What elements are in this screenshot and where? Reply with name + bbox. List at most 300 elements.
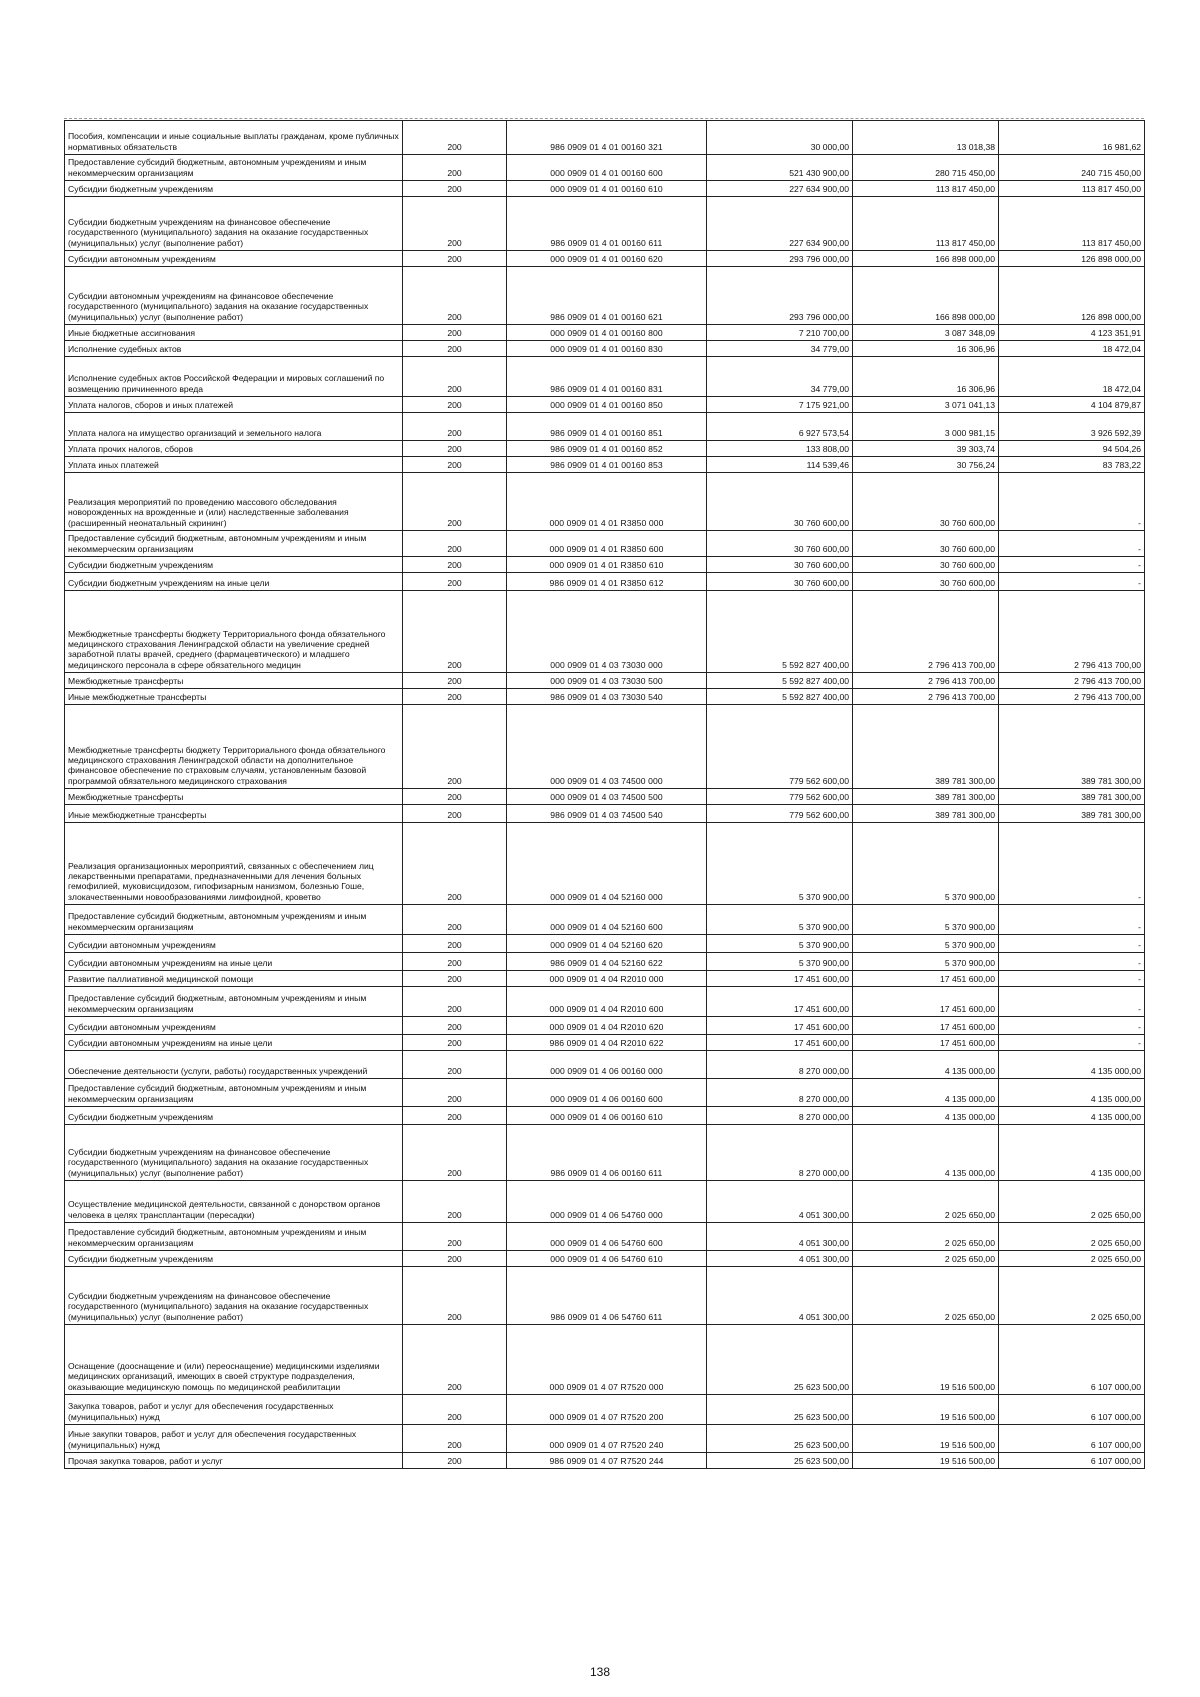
row-unexecuted-amount-cell: -	[999, 573, 1145, 591]
row-name-cell: Уплата налогов, сборов и иных платежей	[65, 397, 403, 413]
row-executed-amount-cell: 2 796 413 700,00	[853, 673, 999, 689]
row-classification-code-cell: 000 0909 01 4 03 74500 000	[507, 705, 707, 789]
row-unexecuted-amount-cell: -	[999, 473, 1145, 531]
row-classification-code-cell: 000 0909 01 4 01 R3850 610	[507, 557, 707, 573]
budget-table-container	[64, 120, 1144, 1469]
row-executed-amount-cell: 166 898 000,00	[853, 267, 999, 325]
row-classification-code-cell: 000 0909 01 4 03 74500 500	[507, 789, 707, 805]
row-unexecuted-amount-cell: 94 504,26	[999, 441, 1145, 457]
row-line-code-cell: 200	[403, 1079, 507, 1107]
row-unexecuted-amount-cell: 126 898 000,00	[999, 251, 1145, 267]
row-name-cell: Субсидии бюджетным учреждениям	[65, 1251, 403, 1267]
row-classification-code-cell: 000 0909 01 4 03 73030 500	[507, 673, 707, 689]
row-line-code-cell: 200	[403, 1251, 507, 1267]
row-name-cell: Предоставление субсидий бюджетным, автономным учреждениям и иным некоммерческим организациям	[65, 155, 403, 181]
row-line-code-cell: 200	[403, 1453, 507, 1469]
row-unexecuted-amount-cell: 6 107 000,00	[999, 1425, 1145, 1453]
row-line-code-cell: 200	[403, 673, 507, 689]
table-row	[65, 557, 1145, 573]
row-executed-amount-cell: 389 781 300,00	[853, 805, 999, 823]
row-unexecuted-amount-cell: 126 898 000,00	[999, 267, 1145, 325]
row-approved-amount-cell: 17 451 600,00	[707, 1035, 853, 1051]
row-line-code-cell: 200	[403, 1395, 507, 1425]
budget-expenditure-table	[64, 120, 1145, 1469]
row-executed-amount-cell: 13 018,38	[853, 121, 999, 155]
table-row	[65, 357, 1145, 397]
row-unexecuted-amount-cell: -	[999, 1017, 1145, 1035]
table-row	[65, 935, 1145, 953]
row-unexecuted-amount-cell: -	[999, 987, 1145, 1017]
row-approved-amount-cell: 25 623 500,00	[707, 1453, 853, 1469]
row-classification-code-cell: 000 0909 01 4 06 00160 000	[507, 1051, 707, 1079]
table-row	[65, 1453, 1145, 1469]
row-line-code-cell: 200	[403, 251, 507, 267]
row-classification-code-cell: 986 0909 01 4 01 00160 611	[507, 197, 707, 251]
row-unexecuted-amount-cell: -	[999, 1035, 1145, 1051]
table-row	[65, 341, 1145, 357]
row-name-cell: Межбюджетные трансферты	[65, 673, 403, 689]
page-number: 138	[589, 1665, 611, 1679]
row-name-cell: Исполнение судебных актов Российской Федерации и мировых соглашений по возмещению причиненного вреда	[65, 357, 403, 397]
row-name-cell: Осуществление медицинской деятельности, связанной с донорством органов человека в целях трансплантации (пересадки)	[65, 1181, 403, 1223]
row-line-code-cell: 200	[403, 905, 507, 935]
row-classification-code-cell: 000 0909 01 4 04 52160 000	[507, 823, 707, 905]
row-line-code-cell: 200	[403, 473, 507, 531]
row-approved-amount-cell: 34 779,00	[707, 341, 853, 357]
row-approved-amount-cell: 7 175 921,00	[707, 397, 853, 413]
row-line-code-cell: 200	[403, 441, 507, 457]
row-approved-amount-cell: 30 760 600,00	[707, 473, 853, 531]
row-classification-code-cell: 986 0909 01 4 06 54760 611	[507, 1267, 707, 1325]
row-unexecuted-amount-cell: 2 796 413 700,00	[999, 673, 1145, 689]
row-approved-amount-cell: 25 623 500,00	[707, 1425, 853, 1453]
row-approved-amount-cell: 779 562 600,00	[707, 705, 853, 789]
row-executed-amount-cell: 30 756,24	[853, 457, 999, 473]
table-row	[65, 325, 1145, 341]
row-unexecuted-amount-cell: 2 025 650,00	[999, 1181, 1145, 1223]
row-approved-amount-cell: 17 451 600,00	[707, 1017, 853, 1035]
row-line-code-cell: 200	[403, 197, 507, 251]
row-executed-amount-cell: 113 817 450,00	[853, 181, 999, 197]
row-approved-amount-cell: 293 796 000,00	[707, 267, 853, 325]
table-row	[65, 197, 1145, 251]
row-unexecuted-amount-cell: 16 981,62	[999, 121, 1145, 155]
row-approved-amount-cell: 6 927 573,54	[707, 413, 853, 441]
row-executed-amount-cell: 3 000 981,15	[853, 413, 999, 441]
row-approved-amount-cell: 4 051 300,00	[707, 1251, 853, 1267]
row-line-code-cell: 200	[403, 789, 507, 805]
table-row	[65, 441, 1145, 457]
row-classification-code-cell: 000 0909 01 4 01 R3850 600	[507, 531, 707, 557]
row-unexecuted-amount-cell: 4 135 000,00	[999, 1125, 1145, 1181]
table-row	[65, 1125, 1145, 1181]
row-approved-amount-cell: 30 000,00	[707, 121, 853, 155]
row-classification-code-cell: 000 0909 01 4 01 00160 610	[507, 181, 707, 197]
row-classification-code-cell: 000 0909 01 4 01 00160 850	[507, 397, 707, 413]
row-classification-code-cell: 000 0909 01 4 06 54760 000	[507, 1181, 707, 1223]
row-approved-amount-cell: 779 562 600,00	[707, 805, 853, 823]
row-unexecuted-amount-cell: 2 025 650,00	[999, 1267, 1145, 1325]
row-executed-amount-cell: 166 898 000,00	[853, 251, 999, 267]
row-line-code-cell: 200	[403, 341, 507, 357]
row-approved-amount-cell: 5 370 900,00	[707, 953, 853, 971]
row-approved-amount-cell: 4 051 300,00	[707, 1267, 853, 1325]
row-name-cell: Закупка товаров, работ и услуг для обеспечения государственных (муниципальных) нужд	[65, 1395, 403, 1425]
row-name-cell: Субсидии бюджетным учреждениям на финансовое обеспечение государственного (муниципального) задания на оказание государственных (муниципальных) услуг (выполнение работ)	[65, 197, 403, 251]
table-row	[65, 1017, 1145, 1035]
row-name-cell: Обеспечение деятельности (услуги, работы) государственных учреждений	[65, 1051, 403, 1079]
row-line-code-cell: 200	[403, 121, 507, 155]
table-row	[65, 987, 1145, 1017]
row-line-code-cell: 200	[403, 591, 507, 673]
row-classification-code-cell: 986 0909 01 4 07 R7520 244	[507, 1453, 707, 1469]
table-row	[65, 673, 1145, 689]
table-row	[65, 155, 1145, 181]
row-classification-code-cell: 000 0909 01 4 06 54760 610	[507, 1251, 707, 1267]
row-unexecuted-amount-cell: 83 783,22	[999, 457, 1145, 473]
row-unexecuted-amount-cell: 18 472,04	[999, 357, 1145, 397]
row-executed-amount-cell: 30 760 600,00	[853, 557, 999, 573]
row-executed-amount-cell: 2 796 413 700,00	[853, 591, 999, 673]
row-classification-code-cell: 000 0909 01 4 01 R3850 000	[507, 473, 707, 531]
row-line-code-cell: 200	[403, 935, 507, 953]
row-executed-amount-cell: 2 025 650,00	[853, 1251, 999, 1267]
row-executed-amount-cell: 16 306,96	[853, 341, 999, 357]
row-name-cell: Субсидии бюджетным учреждениям	[65, 557, 403, 573]
row-classification-code-cell: 986 0909 01 4 01 R3850 612	[507, 573, 707, 591]
row-executed-amount-cell: 2 025 650,00	[853, 1223, 999, 1251]
row-executed-amount-cell: 4 135 000,00	[853, 1107, 999, 1125]
row-line-code-cell: 200	[403, 1017, 507, 1035]
row-unexecuted-amount-cell: 113 817 450,00	[999, 181, 1145, 197]
row-approved-amount-cell: 25 623 500,00	[707, 1325, 853, 1395]
row-classification-code-cell: 000 0909 01 4 04 52160 600	[507, 905, 707, 935]
row-executed-amount-cell: 17 451 600,00	[853, 1017, 999, 1035]
row-unexecuted-amount-cell: 3 926 592,39	[999, 413, 1145, 441]
row-classification-code-cell: 986 0909 01 4 03 73030 540	[507, 689, 707, 705]
row-executed-amount-cell: 113 817 450,00	[853, 197, 999, 251]
row-unexecuted-amount-cell: 6 107 000,00	[999, 1395, 1145, 1425]
row-approved-amount-cell: 779 562 600,00	[707, 789, 853, 805]
row-classification-code-cell: 000 0909 01 4 07 R7520 240	[507, 1425, 707, 1453]
row-unexecuted-amount-cell: -	[999, 935, 1145, 953]
table-row	[65, 1035, 1145, 1051]
row-name-cell: Предоставление субсидий бюджетным, автономным учреждениям и иным некоммерческим организациям	[65, 1223, 403, 1251]
table-row	[65, 1181, 1145, 1223]
row-name-cell: Реализация организационных мероприятий, связанных с обеспечением лиц лекарственными препаратами, предназначенными для лечения больных гемофилией, муковисцидозом, гипофизарным нанизмом, болезнью Гоше, злокачественными новообразованиями лимфоидной, кроветво	[65, 823, 403, 905]
row-executed-amount-cell: 5 370 900,00	[853, 823, 999, 905]
row-approved-amount-cell: 30 760 600,00	[707, 557, 853, 573]
row-classification-code-cell: 986 0909 01 4 06 00160 611	[507, 1125, 707, 1181]
row-executed-amount-cell: 19 516 500,00	[853, 1453, 999, 1469]
table-row	[65, 1079, 1145, 1107]
row-name-cell: Предоставление субсидий бюджетным, автономным учреждениям и иным некоммерческим организациям	[65, 531, 403, 557]
row-executed-amount-cell: 30 760 600,00	[853, 531, 999, 557]
row-line-code-cell: 200	[403, 325, 507, 341]
row-executed-amount-cell: 19 516 500,00	[853, 1325, 999, 1395]
row-executed-amount-cell: 30 760 600,00	[853, 573, 999, 591]
row-classification-code-cell: 000 0909 01 4 06 54760 600	[507, 1223, 707, 1251]
row-name-cell: Субсидии автономным учреждениям	[65, 251, 403, 267]
row-executed-amount-cell: 5 370 900,00	[853, 905, 999, 935]
row-line-code-cell: 200	[403, 357, 507, 397]
row-line-code-cell: 200	[403, 1035, 507, 1051]
row-line-code-cell: 200	[403, 1267, 507, 1325]
row-executed-amount-cell: 19 516 500,00	[853, 1395, 999, 1425]
row-unexecuted-amount-cell: 2 025 650,00	[999, 1251, 1145, 1267]
table-row	[65, 905, 1145, 935]
row-classification-code-cell: 000 0909 01 4 07 R7520 000	[507, 1325, 707, 1395]
row-line-code-cell: 200	[403, 1223, 507, 1251]
row-executed-amount-cell: 5 370 900,00	[853, 935, 999, 953]
row-classification-code-cell: 000 0909 01 4 04 R2010 620	[507, 1017, 707, 1035]
row-line-code-cell: 200	[403, 971, 507, 987]
row-name-cell: Субсидии бюджетным учреждениям на финансовое обеспечение государственного (муниципального) задания на оказание государственных (муниципальных) услуг (выполнение работ)	[65, 1267, 403, 1325]
row-classification-code-cell: 000 0909 01 4 03 73030 000	[507, 591, 707, 673]
row-executed-amount-cell: 2 025 650,00	[853, 1181, 999, 1223]
row-approved-amount-cell: 7 210 700,00	[707, 325, 853, 341]
row-unexecuted-amount-cell: 389 781 300,00	[999, 789, 1145, 805]
row-line-code-cell: 200	[403, 573, 507, 591]
row-classification-code-cell: 000 0909 01 4 04 R2010 000	[507, 971, 707, 987]
row-executed-amount-cell: 389 781 300,00	[853, 789, 999, 805]
table-row	[65, 823, 1145, 905]
row-executed-amount-cell: 4 135 000,00	[853, 1125, 999, 1181]
row-unexecuted-amount-cell: 4 123 351,91	[999, 325, 1145, 341]
row-approved-amount-cell: 5 370 900,00	[707, 905, 853, 935]
row-approved-amount-cell: 5 592 827 400,00	[707, 673, 853, 689]
row-name-cell: Исполнение судебных актов	[65, 341, 403, 357]
row-unexecuted-amount-cell: 4 104 879,87	[999, 397, 1145, 413]
row-approved-amount-cell: 30 760 600,00	[707, 573, 853, 591]
row-unexecuted-amount-cell: 6 107 000,00	[999, 1453, 1145, 1469]
table-row	[65, 1251, 1145, 1267]
row-line-code-cell: 200	[403, 397, 507, 413]
row-classification-code-cell: 986 0909 01 4 01 00160 321	[507, 121, 707, 155]
row-executed-amount-cell: 2 796 413 700,00	[853, 689, 999, 705]
row-line-code-cell: 200	[403, 1325, 507, 1395]
row-unexecuted-amount-cell: -	[999, 905, 1145, 935]
row-executed-amount-cell: 30 760 600,00	[853, 473, 999, 531]
row-name-cell: Субсидии автономным учреждениям	[65, 935, 403, 953]
row-executed-amount-cell: 5 370 900,00	[853, 953, 999, 971]
row-approved-amount-cell: 4 051 300,00	[707, 1223, 853, 1251]
row-name-cell: Субсидии автономным учреждениям на финансовое обеспечение государственного (муниципального) задания на оказание государственных (муниципальных) услуг (выполнение работ)	[65, 267, 403, 325]
table-row	[65, 1051, 1145, 1079]
table-row	[65, 457, 1145, 473]
row-approved-amount-cell: 227 634 900,00	[707, 197, 853, 251]
row-line-code-cell: 200	[403, 155, 507, 181]
table-row	[65, 1107, 1145, 1125]
row-classification-code-cell: 000 0909 01 4 01 00160 830	[507, 341, 707, 357]
table-row	[65, 251, 1145, 267]
row-name-cell: Субсидии бюджетным учреждениям на иные цели	[65, 573, 403, 591]
row-line-code-cell: 200	[403, 805, 507, 823]
row-approved-amount-cell: 30 760 600,00	[707, 531, 853, 557]
row-executed-amount-cell: 3 071 041,13	[853, 397, 999, 413]
row-executed-amount-cell: 19 516 500,00	[853, 1425, 999, 1453]
row-name-cell: Иные закупки товаров, работ и услуг для обеспечения государственных (муниципальных) нужд	[65, 1425, 403, 1453]
table-row	[65, 953, 1145, 971]
table-row	[65, 121, 1145, 155]
row-line-code-cell: 200	[403, 557, 507, 573]
row-line-code-cell: 200	[403, 267, 507, 325]
row-classification-code-cell: 986 0909 01 4 03 74500 540	[507, 805, 707, 823]
row-executed-amount-cell: 39 303,74	[853, 441, 999, 457]
row-unexecuted-amount-cell: 389 781 300,00	[999, 705, 1145, 789]
row-approved-amount-cell: 5 370 900,00	[707, 823, 853, 905]
row-classification-code-cell: 986 0909 01 4 04 52160 622	[507, 953, 707, 971]
table-row	[65, 591, 1145, 673]
row-classification-code-cell: 986 0909 01 4 01 00160 831	[507, 357, 707, 397]
table-row	[65, 473, 1145, 531]
row-approved-amount-cell: 25 623 500,00	[707, 1395, 853, 1425]
row-executed-amount-cell: 389 781 300,00	[853, 705, 999, 789]
row-unexecuted-amount-cell: 2 025 650,00	[999, 1223, 1145, 1251]
row-name-cell: Иные бюджетные ассигнования	[65, 325, 403, 341]
row-approved-amount-cell: 17 451 600,00	[707, 987, 853, 1017]
row-approved-amount-cell: 227 634 900,00	[707, 181, 853, 197]
row-unexecuted-amount-cell: 18 472,04	[999, 341, 1145, 357]
row-unexecuted-amount-cell: 240 715 450,00	[999, 155, 1145, 181]
row-name-cell: Реализация мероприятий по проведению массового обследования новорожденных на врожденные и (или) наследственные заболевания (расширенный неонатальный скрининг)	[65, 473, 403, 531]
row-line-code-cell: 200	[403, 1051, 507, 1079]
row-name-cell: Развитие паллиативной медицинской помощи	[65, 971, 403, 987]
row-line-code-cell: 200	[403, 1181, 507, 1223]
table-row	[65, 805, 1145, 823]
row-classification-code-cell: 000 0909 01 4 04 52160 620	[507, 935, 707, 953]
table-body	[65, 121, 1145, 1469]
row-line-code-cell: 200	[403, 823, 507, 905]
row-approved-amount-cell: 293 796 000,00	[707, 251, 853, 267]
row-executed-amount-cell: 2 025 650,00	[853, 1267, 999, 1325]
row-line-code-cell: 200	[403, 1107, 507, 1125]
row-classification-code-cell: 000 0909 01 4 06 00160 610	[507, 1107, 707, 1125]
row-name-cell: Межбюджетные трансферты бюджету Территориального фонда обязательного медицинского страхования Ленинградской области на дополнительное финансовое обеспечение по страховым случаям, установленным базовой программой обязательного медицинского страхования	[65, 705, 403, 789]
row-name-cell: Предоставление субсидий бюджетным, автономным учреждениям и иным некоммерческим организациям	[65, 987, 403, 1017]
row-approved-amount-cell: 4 051 300,00	[707, 1181, 853, 1223]
row-executed-amount-cell: 16 306,96	[853, 357, 999, 397]
table-row	[65, 705, 1145, 789]
row-line-code-cell: 200	[403, 181, 507, 197]
row-unexecuted-amount-cell: -	[999, 971, 1145, 987]
row-unexecuted-amount-cell: -	[999, 531, 1145, 557]
row-unexecuted-amount-cell: -	[999, 823, 1145, 905]
row-executed-amount-cell: 280 715 450,00	[853, 155, 999, 181]
table-row	[65, 971, 1145, 987]
row-name-cell: Субсидии бюджетным учреждениям на финансовое обеспечение государственного (муниципального) задания на оказание государственных (муниципальных) услуг (выполнение работ)	[65, 1125, 403, 1181]
row-classification-code-cell: 000 0909 01 4 04 R2010 600	[507, 987, 707, 1017]
row-name-cell: Прочая закупка товаров, работ и услуг	[65, 1453, 403, 1469]
row-classification-code-cell: 000 0909 01 4 01 00160 800	[507, 325, 707, 341]
row-name-cell: Иные межбюджетные трансферты	[65, 689, 403, 705]
row-classification-code-cell: 986 0909 01 4 01 00160 853	[507, 457, 707, 473]
row-unexecuted-amount-cell: 389 781 300,00	[999, 805, 1145, 823]
row-executed-amount-cell: 3 087 348,09	[853, 325, 999, 341]
row-name-cell: Пособия, компенсации и иные социальные выплаты гражданам, кроме публичных нормативных обязательств	[65, 121, 403, 155]
row-name-cell: Предоставление субсидий бюджетным, автономным учреждениям и иным некоммерческим организациям	[65, 905, 403, 935]
row-approved-amount-cell: 5 370 900,00	[707, 935, 853, 953]
row-unexecuted-amount-cell: 6 107 000,00	[999, 1325, 1145, 1395]
row-approved-amount-cell: 8 270 000,00	[707, 1107, 853, 1125]
table-row	[65, 413, 1145, 441]
row-executed-amount-cell: 4 135 000,00	[853, 1079, 999, 1107]
row-classification-code-cell: 986 0909 01 4 01 00160 852	[507, 441, 707, 457]
row-unexecuted-amount-cell: 113 817 450,00	[999, 197, 1145, 251]
row-line-code-cell: 200	[403, 413, 507, 441]
row-line-code-cell: 200	[403, 1425, 507, 1453]
row-unexecuted-amount-cell: 4 135 000,00	[999, 1079, 1145, 1107]
row-line-code-cell: 200	[403, 531, 507, 557]
row-line-code-cell: 200	[403, 705, 507, 789]
row-name-cell: Иные межбюджетные трансферты	[65, 805, 403, 823]
table-row	[65, 689, 1145, 705]
table-row	[65, 573, 1145, 591]
row-classification-code-cell: 000 0909 01 4 01 00160 620	[507, 251, 707, 267]
row-line-code-cell: 200	[403, 987, 507, 1017]
row-name-cell: Субсидии автономным учреждениям	[65, 1017, 403, 1035]
row-classification-code-cell: 986 0909 01 4 04 R2010 622	[507, 1035, 707, 1051]
row-approved-amount-cell: 34 779,00	[707, 357, 853, 397]
row-approved-amount-cell: 17 451 600,00	[707, 971, 853, 987]
row-name-cell: Уплата налога на имущество организаций и земельного налога	[65, 413, 403, 441]
row-approved-amount-cell: 8 270 000,00	[707, 1051, 853, 1079]
row-line-code-cell: 200	[403, 953, 507, 971]
row-classification-code-cell: 000 0909 01 4 07 R7520 200	[507, 1395, 707, 1425]
row-name-cell: Предоставление субсидий бюджетным, автономным учреждениям и иным некоммерческим организациям	[65, 1079, 403, 1107]
row-unexecuted-amount-cell: 4 135 000,00	[999, 1107, 1145, 1125]
row-name-cell: Субсидии бюджетным учреждениям	[65, 1107, 403, 1125]
row-approved-amount-cell: 8 270 000,00	[707, 1125, 853, 1181]
row-unexecuted-amount-cell: 4 135 000,00	[999, 1051, 1145, 1079]
table-row	[65, 789, 1145, 805]
row-unexecuted-amount-cell: 2 796 413 700,00	[999, 591, 1145, 673]
row-approved-amount-cell: 133 808,00	[707, 441, 853, 457]
table-row	[65, 1325, 1145, 1395]
table-row	[65, 531, 1145, 557]
row-name-cell: Субсидии бюджетным учреждениям	[65, 181, 403, 197]
table-row	[65, 1425, 1145, 1453]
row-classification-code-cell: 986 0909 01 4 01 00160 851	[507, 413, 707, 441]
row-line-code-cell: 200	[403, 689, 507, 705]
row-name-cell: Уплата прочих налогов, сборов	[65, 441, 403, 457]
row-executed-amount-cell: 17 451 600,00	[853, 1035, 999, 1051]
row-approved-amount-cell: 5 592 827 400,00	[707, 591, 853, 673]
row-name-cell: Субсидии автономным учреждениям на иные цели	[65, 1035, 403, 1051]
row-unexecuted-amount-cell: -	[999, 953, 1145, 971]
row-line-code-cell: 200	[403, 457, 507, 473]
row-approved-amount-cell: 521 430 900,00	[707, 155, 853, 181]
row-unexecuted-amount-cell: 2 796 413 700,00	[999, 689, 1145, 705]
row-approved-amount-cell: 114 539,46	[707, 457, 853, 473]
row-unexecuted-amount-cell: -	[999, 557, 1145, 573]
table-row	[65, 267, 1145, 325]
row-name-cell: Субсидии автономным учреждениям на иные цели	[65, 953, 403, 971]
table-row	[65, 397, 1145, 413]
row-classification-code-cell: 986 0909 01 4 01 00160 621	[507, 267, 707, 325]
row-name-cell: Уплата иных платежей	[65, 457, 403, 473]
row-executed-amount-cell: 17 451 600,00	[853, 987, 999, 1017]
table-row	[65, 1223, 1145, 1251]
row-executed-amount-cell: 17 451 600,00	[853, 971, 999, 987]
table-row	[65, 181, 1145, 197]
row-classification-code-cell: 000 0909 01 4 06 00160 600	[507, 1079, 707, 1107]
row-name-cell: Оснащение (дооснащение и (или) переоснащение) медицинскими изделиями медицинских организаций, имеющих в своей структуре подразделения, оказывающие медицинскую помощь по медицинской реабилитации	[65, 1325, 403, 1395]
row-approved-amount-cell: 8 270 000,00	[707, 1079, 853, 1107]
row-line-code-cell: 200	[403, 1125, 507, 1181]
row-name-cell: Межбюджетные трансферты	[65, 789, 403, 805]
row-name-cell: Межбюджетные трансферты бюджету Территориального фонда обязательного медицинского страхования Ленинградской области на увеличение средней заработной платы врачей, среднего (фармацевтического) и младшего медицинского персонала в сфере обязательного медицин	[65, 591, 403, 673]
